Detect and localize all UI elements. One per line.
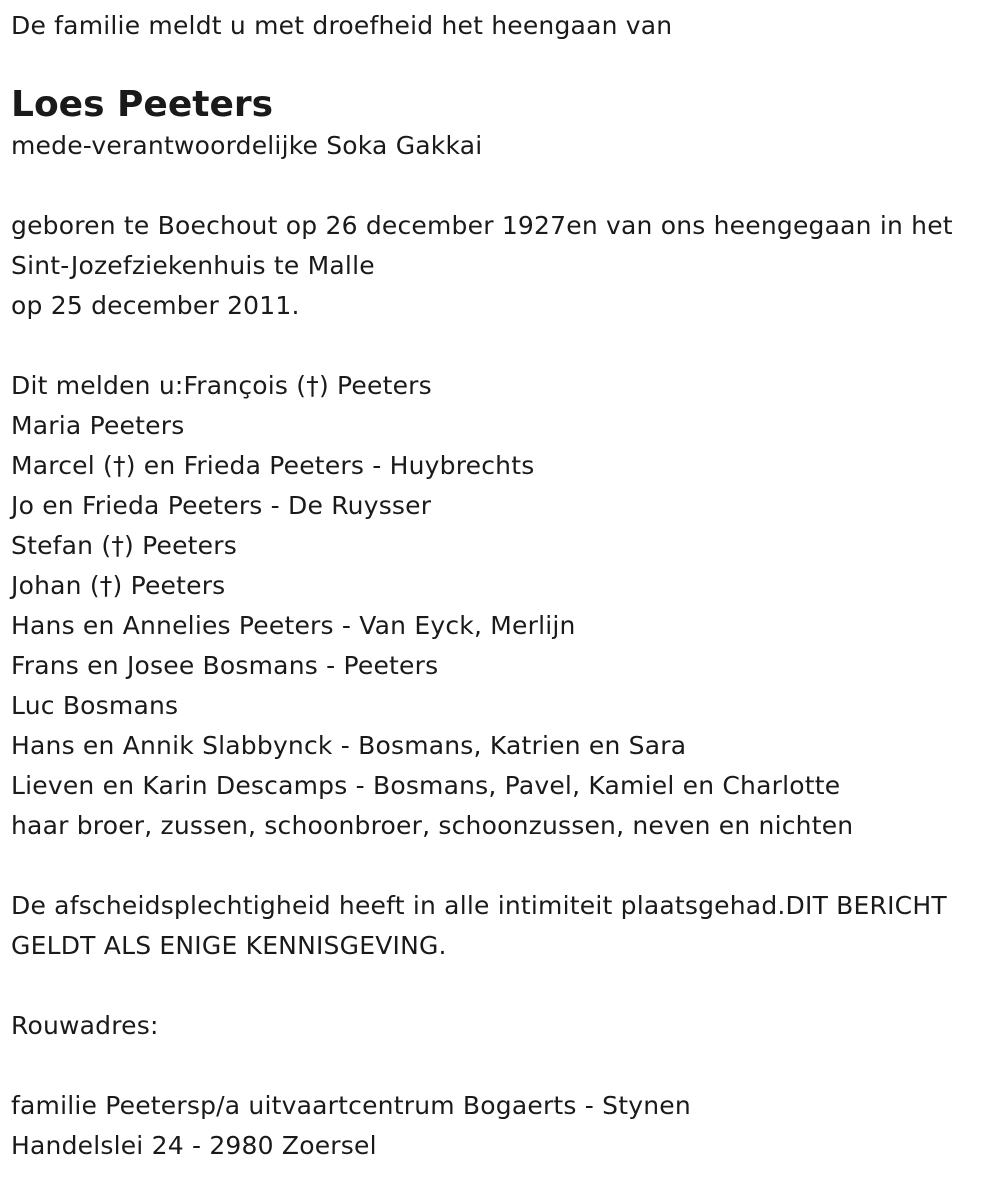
spacer: [11, 166, 996, 206]
family-line: Frans en Josee Bosmans - Peeters: [11, 651, 439, 680]
birth-death-line: geboren te Boechout op 26 december 1927en van ons heengegaan in het: [11, 211, 953, 240]
address-line: Handelslei 24 - 2980 Zoersel: [11, 1131, 377, 1160]
family-line: Johan (†) Peeters: [11, 571, 226, 600]
family-line: Marcel (†) en Frieda Peeters - Huybrechts: [11, 451, 535, 480]
birth-death-line: Sint-Jozefziekenhuis te Malle: [11, 251, 375, 280]
spacer: [11, 1046, 996, 1086]
family-line: Maria Peeters: [11, 411, 185, 440]
family-line: Hans en Annik Slabbynck - Bosmans, Katrien en Sara: [11, 731, 687, 760]
family-line: Hans en Annelies Peeters - Van Eyck, Merlijn: [11, 611, 576, 640]
family-line: Stefan (†) Peeters: [11, 531, 237, 560]
family-line: Dit melden u:François (†) Peeters: [11, 371, 432, 400]
address-label: Rouwadres:: [11, 1011, 159, 1040]
family-line: Jo en Frieda Peeters - De Ruysser: [11, 491, 432, 520]
address-line: familie Peetersp/a uitvaartcentrum Bogaerts - Stynen: [11, 1091, 691, 1120]
spacer: [11, 846, 996, 886]
intro-text: De familie meldt u met droefheid het heengaan van: [11, 11, 673, 40]
family-line: Luc Bosmans: [11, 691, 179, 720]
family-list: [11, 366, 996, 846]
family-line: Lieven en Karin Descamps - Bosmans, Pavel, Kamiel en Charlotte: [11, 771, 841, 800]
obituary-document: [11, 6, 996, 1166]
spacer: [11, 966, 996, 1006]
deceased-name: Loes Peeters: [11, 84, 274, 125]
spacer: [11, 326, 996, 366]
birth-death-line: op 25 december 2011.: [11, 291, 300, 320]
farewell-line: De afscheidsplechtigheid heeft in alle intimiteit plaatsgehad.DIT BERICHT: [11, 891, 947, 920]
deceased-role: mede-verantwoordelijke Soka Gakkai: [11, 131, 483, 160]
family-line: haar broer, zussen, schoonbroer, schoonzussen, neven en nichten: [11, 811, 854, 840]
farewell-line: GELDT ALS ENIGE KENNISGEVING.: [11, 931, 447, 960]
